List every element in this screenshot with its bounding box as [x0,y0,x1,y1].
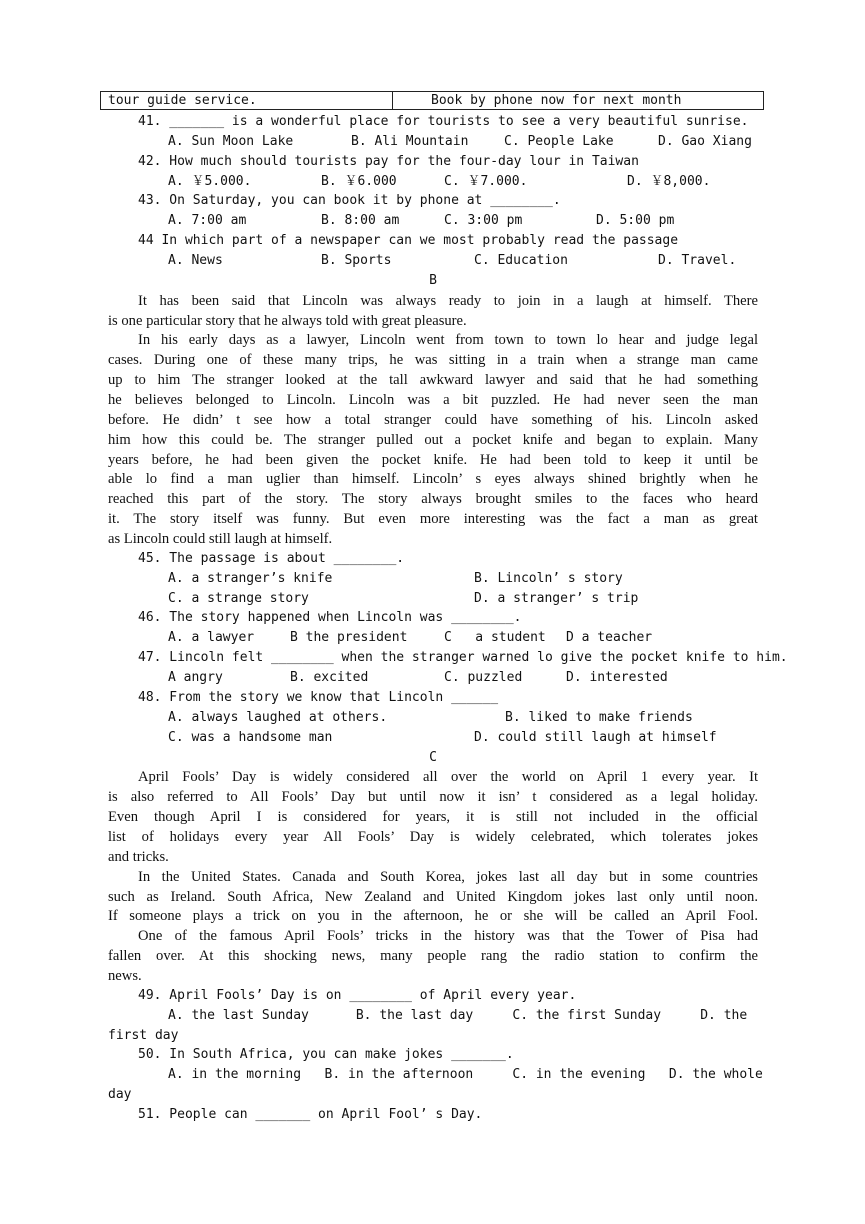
option-c: C. puzzled [444,670,523,685]
question-41-options [168,132,758,152]
passage-b-line: It has been said that Lincoln was always ready to join in a laugh at himself. There [138,293,758,309]
option-b: B. 8:00 am [321,213,400,228]
option-c: C. a strange story [168,591,309,606]
option-d: D. 5:00 pm [596,213,675,228]
passage-b-line: before. He didn’ t see how a total stranger could have something of his. Lincoln asked [108,412,758,428]
question-45-options-row1 [168,569,758,589]
option-d: D. ￥8,000. [627,174,711,189]
question-47-stem: 47. Lincoln felt ________ when the stranger warned lo give the pocket knife to him. [138,650,788,665]
question-49-options: A. the last Sunday B. the last day C. the first Sunday D. the [168,1008,748,1023]
option-a: A. a lawyer [168,630,255,645]
passage-b-line: him how this could be. The stranger pulled out a pocket knife and began to explain. Many [108,432,758,448]
passage-c-line: list of holidays every year All Fools’ Day is widely celebrated, which tolerates jokes [108,829,758,845]
passage-c-line: One of the famous April Fools’ tricks in the history was that the Tower of Pisa had [138,928,758,944]
option-c: C. was a handsome man [168,730,333,745]
option-d: D. a stranger’ s trip [474,591,639,606]
passage-c-line: If someone plays a trick on you in the afternoon, he or she will be called an April Fool. [108,908,758,924]
table-cell-service: tour guide service. [101,92,393,109]
option-d: D. Gao Xiang [658,134,752,149]
option-b: B. Sports [321,253,392,268]
section-c-heading: C [429,750,437,765]
passage-b-line: reached this part of the story. The story always brought smiles to the faces who heard [108,491,758,507]
option-c: C. 3:00 pm [444,213,523,228]
option-c: C a student [444,630,546,645]
option-d: D. Travel. [658,253,737,268]
option-b: B the president [290,630,408,645]
option-b: B. liked to make friends [505,710,693,725]
passage-b-line: as Lincoln could still laugh at himself. [108,531,333,547]
option-a: A. ￥5.000. [168,174,252,189]
option-b: B. excited [290,670,369,685]
question-51-stem: 51. People can _______ on April Fool’ s Day. [138,1107,483,1122]
question-43-stem: 43. On Saturday, you can book it by phone at ________. [138,193,561,208]
question-49-options-cont: first day [108,1028,179,1043]
option-d: D a teacher [566,630,653,645]
section-b-heading: B [429,273,437,288]
option-d: D. interested [566,670,668,685]
question-49-stem: 49. April Fools’ Day is on ________ of April every year. [138,988,577,1003]
passage-b-line: able lo find a man uglier than himself. Lincoln’ s eyes always shined brightly when he [108,471,758,487]
passage-b-line: up to him The stranger looked at the tall awkward lawyer and said that he had something [108,372,758,388]
passage-b-line: it. The story itself was funny. But even more interesting was the fact a man as great [108,511,758,527]
question-48-stem: 48. From the story we know that Lincoln ______ [138,690,499,705]
passage-c-line: April Fools’ Day is widely considered all over the world on April 1 every year. It [138,769,758,785]
question-44-options [168,251,758,271]
question-47-options [168,668,758,688]
passage-c-line: and tricks. [108,849,169,865]
option-b: B. ￥6.000 [321,174,397,189]
tour-info-table [100,91,764,110]
option-c: C. ￥7.000. [444,174,528,189]
passage-b-line: In his early days as a lawyer, Lincoln went from town to town lo hear and judge legal [138,332,758,348]
option-a: A angry [168,670,223,685]
option-c: C. People Lake [504,134,614,149]
passage-c-line: such as Ireland. South Africa, New Zealand and United Kingdom jokes last only until noon. [108,889,758,905]
question-42-stem: 42. How much should tourists pay for the four-day lour in Taiwan [138,154,639,169]
question-48-options-row1 [168,708,758,728]
passage-c-line: fallen over. At this shocking news, many people rang the radio station to confirm the [108,948,758,964]
passage-c-line: is also referred to All Fools’ Day but until now it isn’ t considered as a legal holiday. [108,789,758,805]
passage-b-line: years before, he had been given the pocket knife. He had been told to keep it until be [108,452,758,468]
passage-c-line: In the United States. Canada and South Korea, jokes last all day but in some countries [138,869,758,885]
option-a: A. a stranger’s knife [168,571,333,586]
passage-b-line: is one particular story that he always told with great pleasure. [108,313,467,329]
passage-c-line: news. [108,968,142,984]
question-50-stem: 50. In South Africa, you can make jokes _______. [138,1047,514,1062]
table-cell-booking: Book by phone now for next month [431,93,682,108]
passage-b-line: cases. During one of these many trips, he was sitting in a train when a strange man came [108,352,758,368]
passage-c-line: Even though April I is considered for years, it is still not included in the official [108,809,758,825]
option-a: A. News [168,253,223,268]
question-50-options-cont: day [108,1087,132,1102]
question-46-options [168,628,758,648]
question-48-options-row2 [168,728,758,748]
question-46-stem: 46. The story happened when Lincoln was ________. [138,610,522,625]
option-b: B. Lincoln’ s story [474,571,623,586]
option-d: D. could still laugh at himself [474,730,717,745]
question-43-options [168,211,758,231]
question-42-options [168,172,758,192]
question-45-options-row2 [168,589,758,609]
question-50-options: A. in the morning B. in the afternoon C. in the evening D. the whole [168,1067,763,1082]
question-44-stem: 44 In which part of a newspaper can we most probably read the passage [138,233,679,248]
option-c: C. Education [474,253,568,268]
option-a: A. Sun Moon Lake [168,134,294,149]
question-45-stem: 45. The passage is about ________. [138,551,405,566]
option-b: B. Ali Mountain [351,134,469,149]
option-a: A. always laughed at others. [168,710,388,725]
question-41-stem: 41. _______ is a wonderful place for tourists to see a very beautiful sunrise. [138,114,749,129]
option-a: A. 7:00 am [168,213,247,228]
passage-b-line: he believes belonged to Lincoln. Lincoln was a bit puzzled. He had never seen the man [108,392,758,408]
